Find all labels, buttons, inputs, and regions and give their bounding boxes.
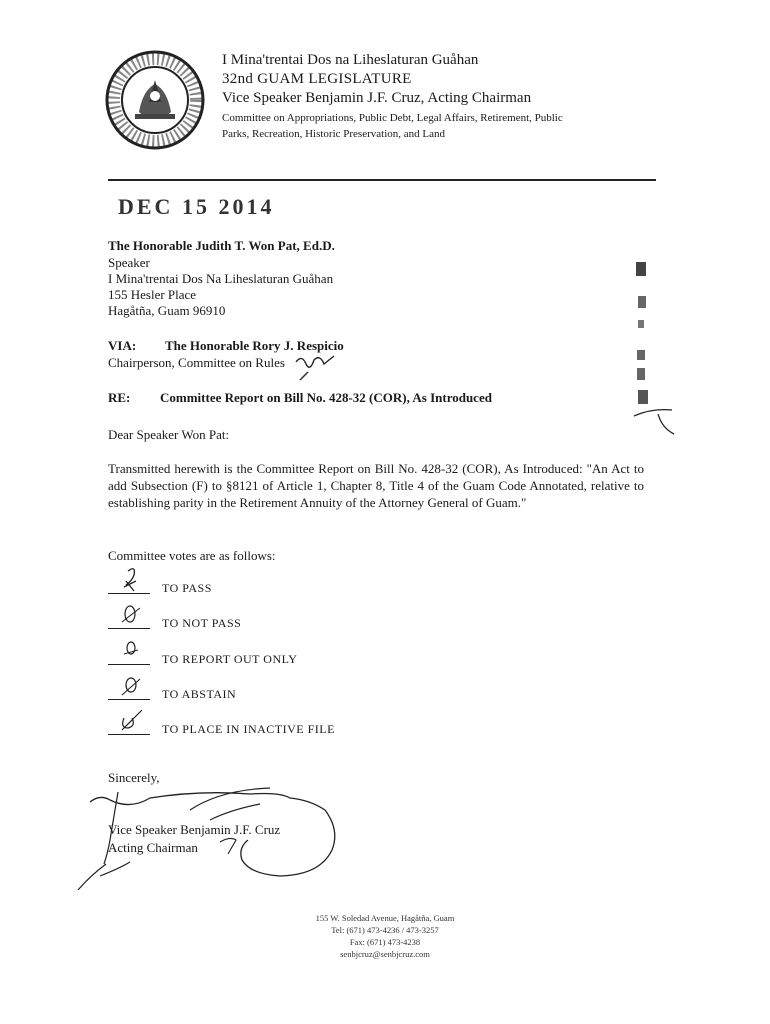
vote-label-inactive-file: TO PLACE IN INACTIVE FILE — [162, 722, 335, 736]
via-title: Chairperson, Committee on Rules — [108, 355, 285, 370]
vote-count-handwritten — [116, 567, 146, 595]
body-paragraph: Transmitted herewith is the Committee Report on Bill No. 428-32 (COR), As Introduced: "An Act to add Subsection (F) to §8121 of Article 1, Chapter 8, Title 4 of the Guam Code Annotated, relative to establishing parity in the Retirement Annuity of the Attorney General of Guam." — [108, 461, 644, 510]
initials-mark — [290, 352, 350, 382]
recipient-city: Hagåtña, Guam 96910 — [108, 303, 226, 318]
legislature-seal — [105, 50, 205, 150]
committee-name-line1: Committee on Appropriations, Public Debt, Legal Affairs, Retirement, Public — [222, 112, 563, 124]
vote-label-report-out: TO REPORT OUT ONLY — [162, 652, 298, 666]
footer-email: senbjcruz@senbjcruz.com — [340, 949, 430, 959]
committee-name-line2: Parks, Recreation, Historic Preservation, and Land — [222, 128, 445, 140]
re-label: RE: — [108, 390, 131, 405]
recipient-name: The Honorable Judith T. Won Pat, Ed.D. — [108, 238, 335, 253]
footer-address: 155 W. Soledad Avenue, Hagåtña, Guam — [315, 913, 455, 923]
vote-count-handwritten — [116, 708, 146, 736]
vote-count-handwritten — [116, 638, 146, 666]
via-label: VIA: — [108, 338, 137, 353]
recipient-org: I Mina'trentai Dos Na Liheslaturan Guåhan — [108, 271, 334, 286]
letterhead-divider — [108, 179, 656, 181]
chairman-line: Vice Speaker Benjamin J.F. Cruz, Acting Chairman — [222, 90, 532, 106]
legislature-name-chamorro: I Mina'trentai Dos na Liheslaturan Guåhan — [222, 52, 479, 68]
vote-count-handwritten — [116, 602, 146, 630]
votes-intro: Committee votes are as follows: — [108, 548, 276, 563]
vote-label-not-pass: TO NOT PASS — [162, 616, 242, 630]
re-subject: Committee Report on Bill No. 428-32 (COR), As Introduced — [160, 390, 492, 405]
footer-phone: Tel: (671) 473-4236 / 473-3257 — [331, 925, 439, 935]
received-date-stamp: DEC 15 2014 — [118, 194, 275, 219]
recipient-street: 155 Hesler Place — [108, 287, 197, 302]
signer-title: Acting Chairman — [108, 840, 198, 855]
vote-label-abstain: TO ABSTAIN — [162, 687, 237, 701]
recipient-title: Speaker — [108, 255, 150, 270]
closing: Sincerely, — [108, 770, 160, 785]
footer-fax: Fax: (671) 473-4238 — [349, 937, 421, 947]
via-name: The Honorable Rory J. Respicio — [165, 338, 344, 353]
salutation: Dear Speaker Won Pat: — [108, 427, 230, 442]
received-stamp-margin-marks — [632, 258, 692, 448]
vote-label-pass: TO PASS — [162, 581, 212, 595]
signer-name: Vice Speaker Benjamin J.F. Cruz — [108, 822, 281, 837]
legislature-name: 32nd GUAM LEGISLATURE — [222, 71, 412, 87]
vote-count-handwritten — [116, 673, 146, 701]
